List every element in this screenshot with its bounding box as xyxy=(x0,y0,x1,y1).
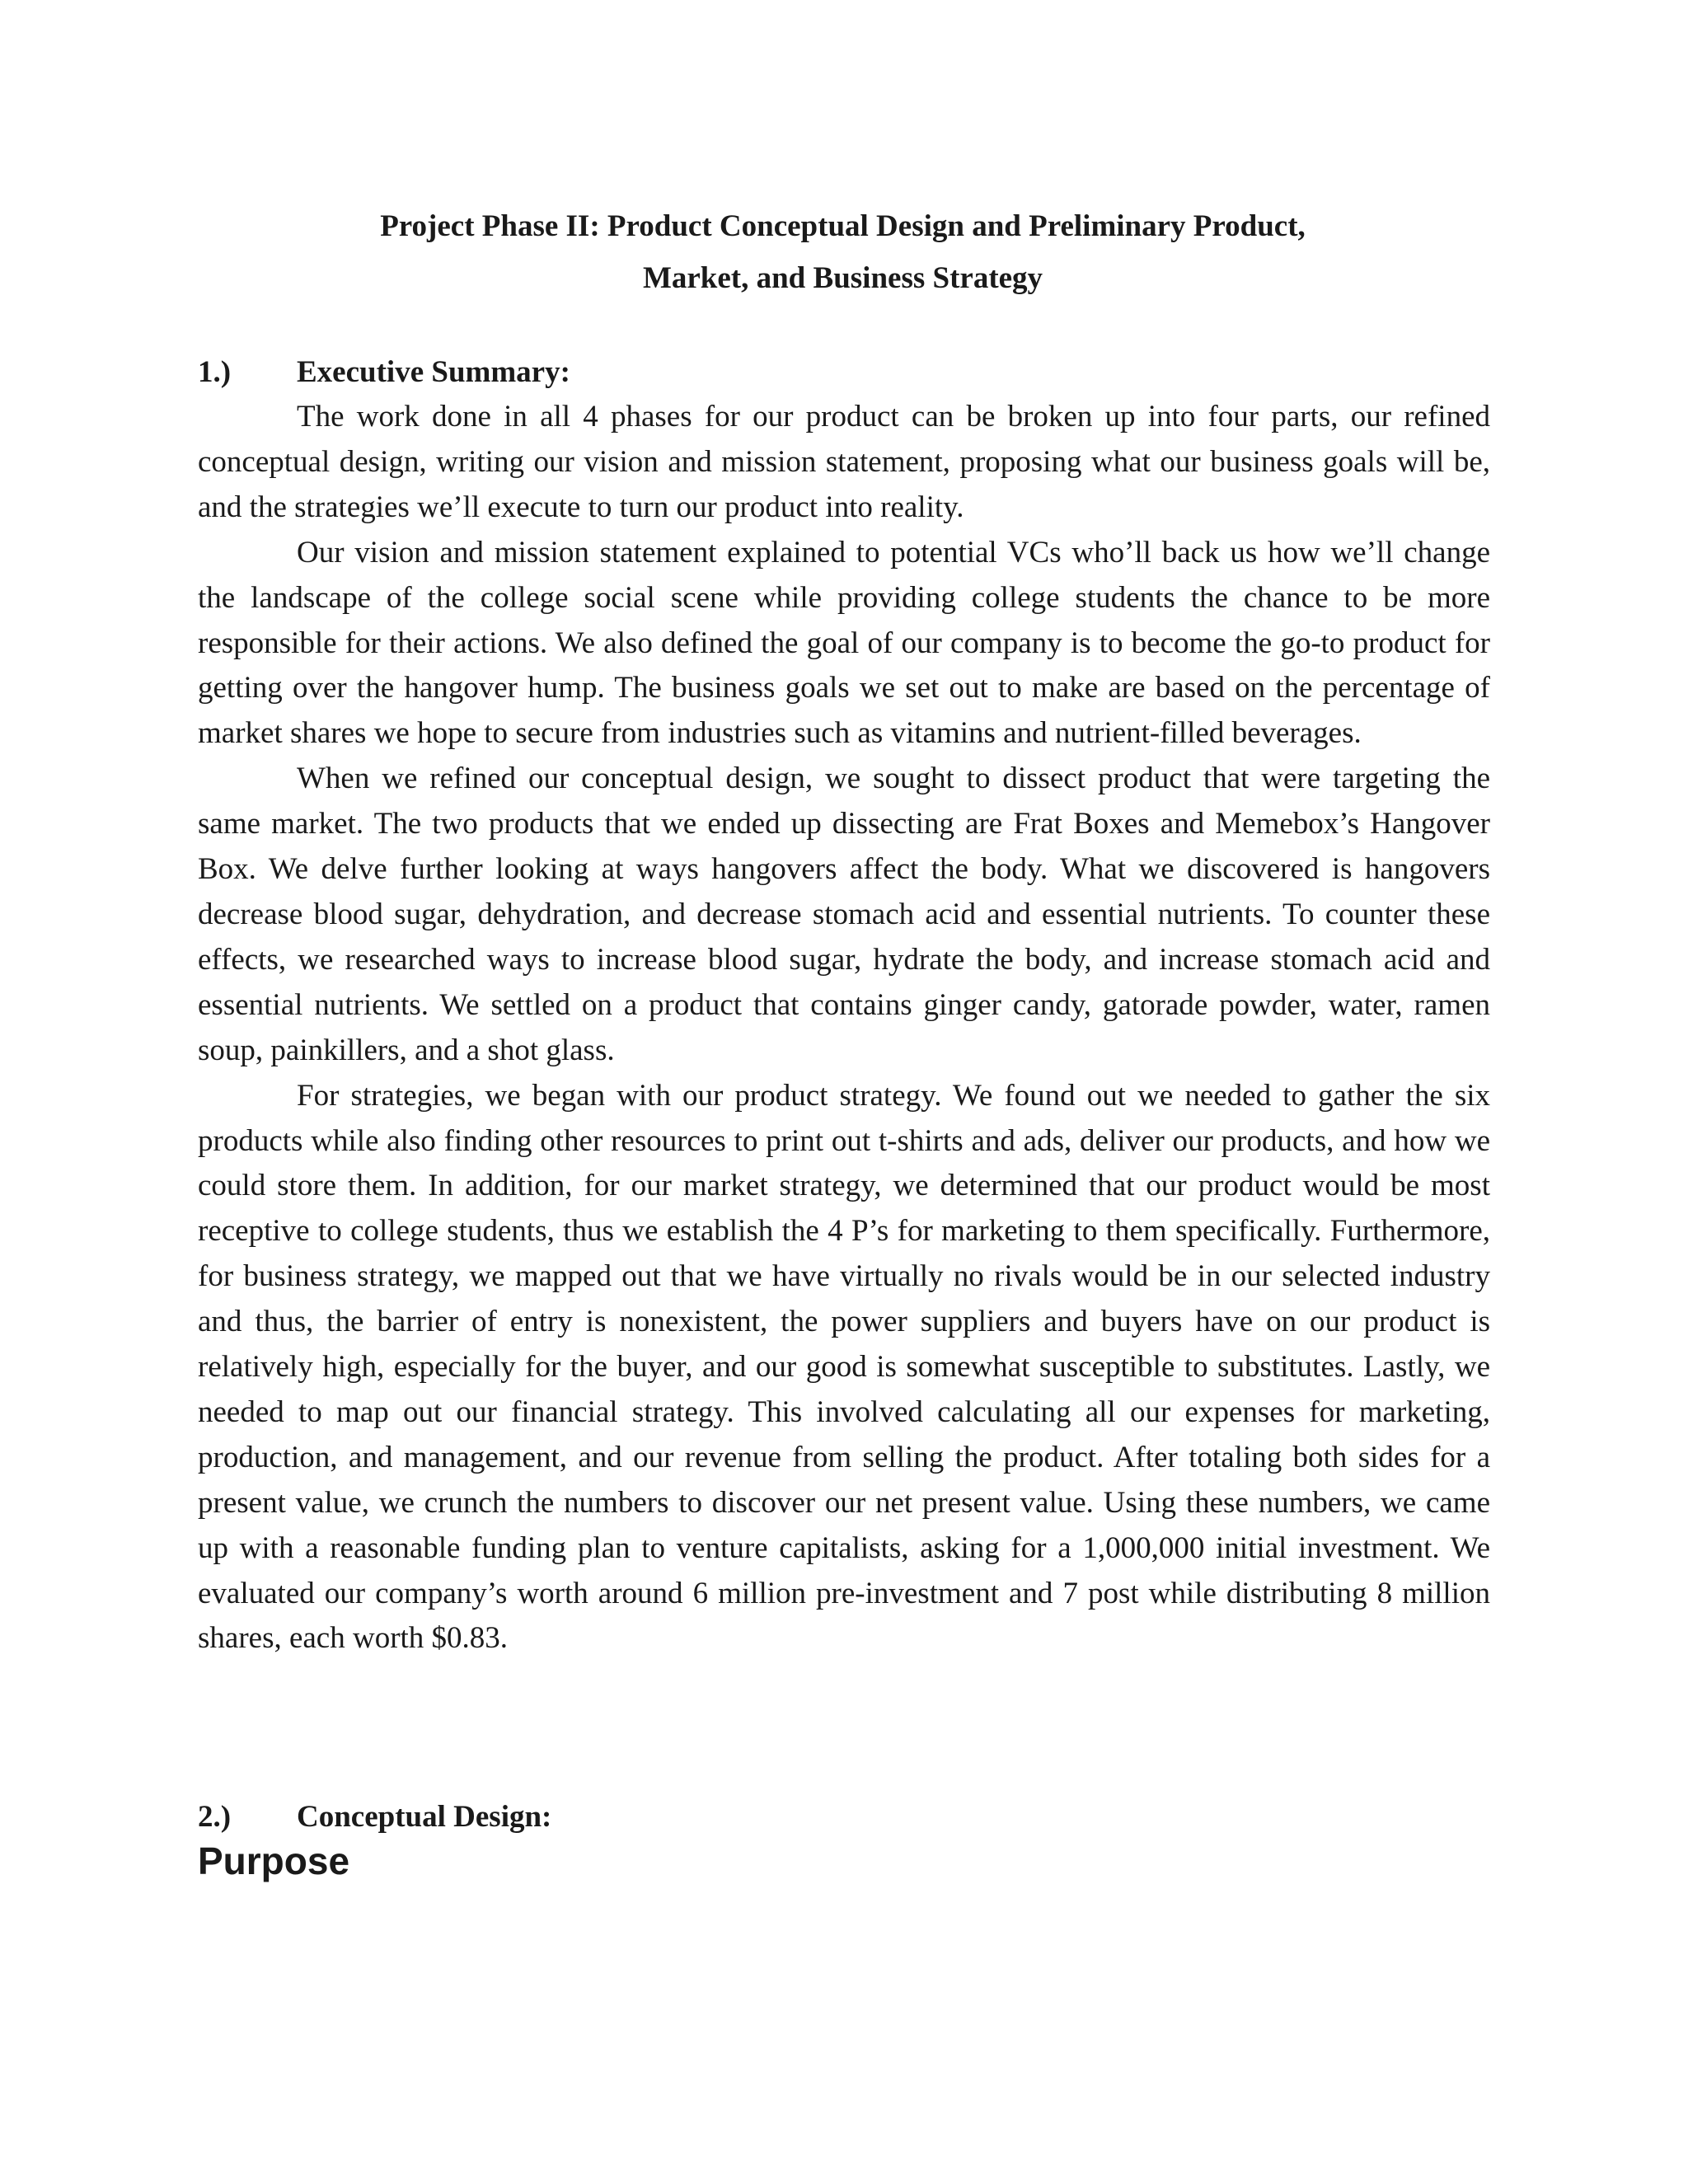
paragraph-conceptual-design: When we refined our conceptual design, we sought to dissect product that were targeting the same market. The two products that we ended up dissecting are Frat Boxes and Memebox’s Hangover Box. We delve further looking at ways hangovers affect the body. What we discovered is hangovers decrease blood sugar, dehydration, and decrease stomach acid and essential nutrients. To counter these effects, we researched ways to increase blood sugar, hydrate the body, and increase stomach acid and essential nutrients. We settled on a product that contains ginger candy, gatorade powder, water, ramen soup, painkillers, and a shot glass. xyxy=(198,762,1490,1067)
section-title: Executive Summary: xyxy=(297,355,570,389)
section-heading xyxy=(198,1794,1490,1840)
title-line-2: Market, and Business Strategy xyxy=(642,261,1043,295)
section-title: Conceptual Design: xyxy=(297,1800,552,1834)
section-number: 1.) xyxy=(198,355,232,389)
document-title xyxy=(198,200,1488,304)
paragraph-vision-mission: Our vision and mission statement explained to potential VCs who’ll back us how we’ll change the landscape of the college social scene while providing college students the chance to be more responsible for their actions. We also defined the goal of our company is to become the go-to product for getting over the hangover hump. The business goals we set out to make are based on the percentage of market shares we hope to secure from industries such as vitamins and nutrient-filled beverages. xyxy=(198,535,1490,751)
title-line-1: Project Phase II: Product Conceptual Design and Preliminary Product, xyxy=(380,209,1306,243)
subheading-purpose: Purpose xyxy=(198,1840,350,1882)
paragraph-strategies: For strategies, we began with our product strategy. We found out we needed to gather the six products while also finding other resources to print out t-shirts and ads, deliver our products, and how we could store them. In addition, for our market strategy, we determined that our product would be most receptive to college students, thus we establish the 4 P’s for marketing to them specifically. Furthermore, for business strategy, we mapped out that we have virtually no rivals would be in our selected industry and thus, the barrier of entry is nonexistent, the power suppliers and buyers have on our product is relatively high, especially for the buyer, and our good is somewhat susceptible to substitutes. Lastly, we needed to map out our financial strategy. This involved calculating all our expenses for marketing, production, and management, and our revenue from selling the product. After totaling both sides for a present value, we crunch the numbers to discover our net present value. Using these numbers, we came up with a reasonable funding plan to venture capitalists, asking for a 1,000,000 initial investment. We evaluated our company’s worth around 6 million pre-investment and 7 post while distributing 8 million shares, each worth $0.83. xyxy=(198,1078,1490,1656)
section-number: 2.) xyxy=(198,1800,232,1834)
section-heading xyxy=(198,349,1490,395)
section-conceptual-design xyxy=(198,1794,1490,1886)
paragraph-overview: The work done in all 4 phases for our product can be broken up into four parts, our refined conceptual design, writing our vision and mission statement, proposing what our business goals will be, and the strategies we’ll execute to turn our product into reality. xyxy=(198,400,1490,524)
section-executive-summary xyxy=(198,349,1490,1661)
